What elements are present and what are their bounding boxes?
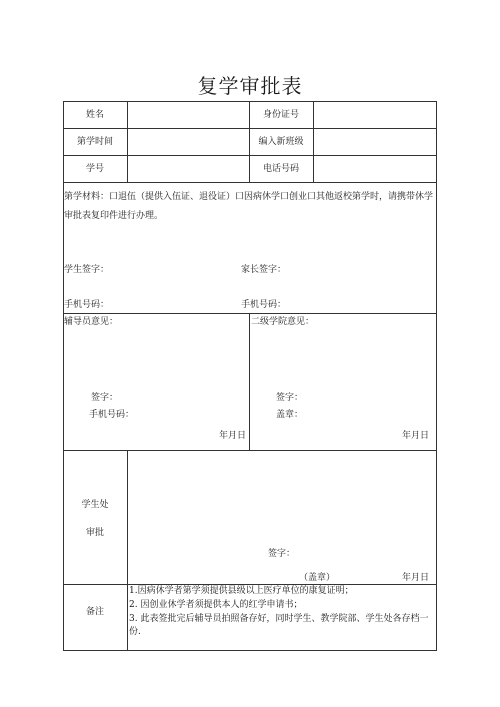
- notes-item: 3. 此表签批完后辅导员拍照备存好，同时学生、教学院部、学生处各存档一份.: [129, 614, 429, 637]
- counselor-date: 年月日: [219, 431, 247, 441]
- row-divider: [63, 155, 437, 156]
- college-seal-label: 盖章：: [276, 410, 304, 420]
- row-divider: [63, 182, 437, 183]
- materials-text: 第学材料：口退伍（提供入伍证、退役证）口因病休学口创业口其他返校第学时，请携带休学审批表复印件进行办理。: [64, 192, 434, 221]
- office-label-line1: 学生处: [81, 500, 109, 510]
- notes-label: 备注: [85, 607, 104, 617]
- table-border-left: [63, 101, 64, 651]
- form-title: 复学审批表: [197, 74, 303, 98]
- office-label-line2: 审批: [85, 528, 104, 538]
- college-date: 年月日: [402, 431, 430, 441]
- table-border-right: [436, 101, 437, 651]
- notes-item: 2. 因创业休学者须提供本人的红学申请书；: [129, 600, 303, 610]
- row-divider: [63, 313, 437, 314]
- student-sign-label: 学生签字：: [64, 265, 110, 275]
- row-divider: [63, 450, 437, 451]
- return-time-label: 第学时间: [76, 137, 113, 147]
- office-seal-label: （盖章）: [299, 573, 336, 583]
- college-heading: 二级学院意见：: [251, 317, 315, 327]
- counselor-sign-label: 签字：: [91, 393, 119, 403]
- college-sign-label: 签字：: [276, 393, 304, 403]
- new-class-label: 编入新班级: [258, 137, 304, 147]
- student-id-label: 学号: [85, 164, 104, 174]
- counselor-heading: 辅导员意见：: [64, 317, 119, 327]
- office-date: 年月日: [402, 573, 430, 583]
- counselor-phone-label: 手机号码：: [89, 410, 135, 420]
- column-divider: [127, 101, 128, 183]
- notes-item: 1.因病休学者第学须提供县级以上医疗单位的康复证明；: [129, 586, 354, 596]
- table-border-bottom: [63, 650, 437, 651]
- table-border-top: [63, 101, 437, 102]
- office-sign-label: 签字：: [268, 549, 296, 559]
- parent-phone-label: 手机号码：: [241, 300, 287, 310]
- phone-label: 电话号码: [262, 164, 299, 174]
- student-phone-label: 手机号码：: [64, 300, 110, 310]
- parent-sign-label: 家长签字：: [241, 265, 287, 275]
- row-divider: [63, 128, 437, 129]
- column-divider: [127, 450, 128, 651]
- id-number-label: 身份证号: [262, 110, 299, 120]
- column-divider: [313, 101, 314, 183]
- name-label: 姓名: [85, 110, 104, 120]
- column-divider: [249, 313, 250, 451]
